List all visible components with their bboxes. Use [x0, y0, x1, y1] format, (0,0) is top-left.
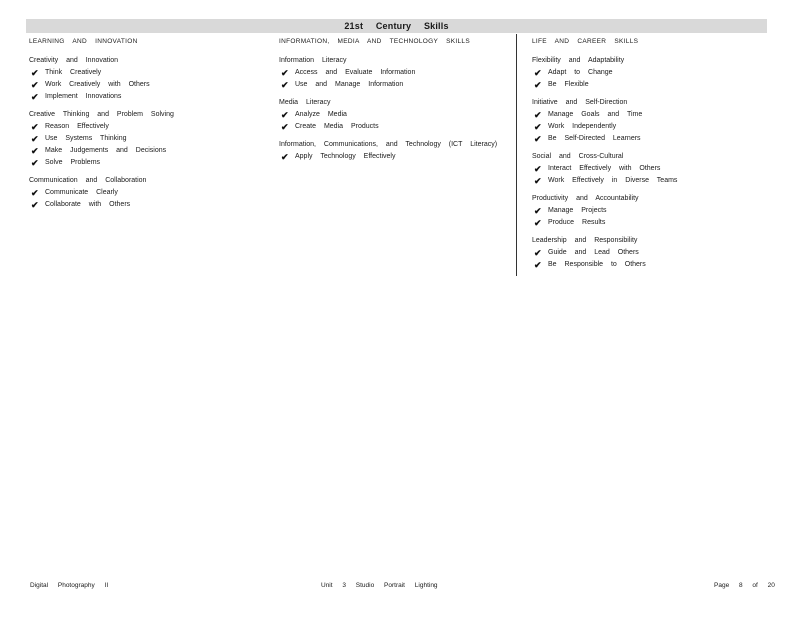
skill-item-label: Be Flexible	[548, 81, 589, 88]
skill-item-label: Communicate Clearly	[45, 189, 118, 196]
checkmark-icon: ✔	[31, 92, 39, 102]
skill-group	[29, 175, 259, 211]
checkmark-icon: ✔	[31, 68, 39, 78]
skill-item	[279, 79, 519, 91]
skill-group-title: Media Literacy	[279, 99, 331, 106]
skill-group-title: Creative Thinking and Problem Solving	[29, 111, 174, 118]
skill-item-label: Think Creatively	[45, 69, 102, 76]
checkmark-icon: ✔	[31, 158, 39, 168]
skill-item	[532, 121, 762, 133]
skill-item-label: Apply Technology Effectively	[295, 153, 396, 160]
skill-item	[29, 133, 259, 145]
skill-item	[532, 109, 762, 121]
skill-item-label: Be Responsible to Others	[548, 261, 646, 268]
checkmark-icon: ✔	[534, 248, 542, 258]
checkmark-icon: ✔	[281, 68, 289, 78]
skill-item	[279, 109, 519, 121]
skill-group-title: Communication and Collaboration	[29, 177, 147, 184]
skill-group	[279, 55, 519, 91]
skill-item	[532, 247, 762, 259]
skill-group	[279, 139, 519, 163]
skill-item	[29, 91, 259, 103]
skill-item	[532, 163, 762, 175]
skill-group	[279, 97, 519, 133]
column-heading: LEARNING AND INNOVATION	[29, 38, 138, 45]
skill-item	[532, 67, 762, 79]
checkmark-icon: ✔	[31, 188, 39, 198]
skill-item	[532, 175, 762, 187]
skill-item	[279, 151, 519, 163]
skill-item	[532, 205, 762, 217]
checkmark-icon: ✔	[534, 80, 542, 90]
skill-group-title: Flexibility and Adaptability	[532, 57, 625, 64]
skill-item	[29, 157, 259, 169]
skill-item-label: Analyze Media	[295, 111, 347, 118]
checkmark-icon: ✔	[534, 122, 542, 132]
skill-item-label: Create Media Products	[295, 123, 379, 130]
skill-item-label: Use Systems Thinking	[45, 135, 127, 142]
skill-group	[29, 109, 259, 169]
column-heading: LIFE AND CAREER SKILLS	[532, 38, 639, 45]
skill-group	[532, 97, 762, 145]
checkmark-icon: ✔	[534, 260, 542, 270]
checkmark-icon: ✔	[534, 110, 542, 120]
checkmark-icon: ✔	[31, 80, 39, 90]
skill-item-label: Collaborate with Others	[45, 201, 131, 208]
skill-item-label: Work Independently	[548, 123, 617, 130]
skill-item-label: Use and Manage Information	[295, 81, 404, 88]
skill-item	[29, 145, 259, 157]
skill-item-label: Make Judgements and Decisions	[45, 147, 167, 154]
skill-group	[29, 55, 259, 103]
skill-group	[532, 193, 762, 229]
skill-item-label: Be Self-Directed Learners	[548, 135, 641, 142]
checkmark-icon: ✔	[534, 218, 542, 228]
column-information-media-technology	[279, 36, 519, 169]
checkmark-icon: ✔	[31, 122, 39, 132]
skill-item-label: Implement Innovations	[45, 93, 122, 100]
skill-item	[29, 79, 259, 91]
checkmark-icon: ✔	[281, 152, 289, 162]
footer-course: Digital Photography II	[30, 582, 109, 589]
skill-item-label: Manage Projects	[548, 207, 607, 214]
skill-group-title: Creativity and Innovation	[29, 57, 119, 64]
checkmark-icon: ✔	[281, 110, 289, 120]
skill-item-label: Reason Effectively	[45, 123, 109, 130]
checkmark-icon: ✔	[31, 134, 39, 144]
skill-item	[279, 121, 519, 133]
column-life-career	[532, 36, 762, 277]
checkmark-icon: ✔	[534, 206, 542, 216]
skill-item	[532, 79, 762, 91]
skill-item-label: Work Effectively in Diverse Teams	[548, 177, 678, 184]
skill-group	[532, 55, 762, 91]
skill-item-label: Interact Effectively with Others	[548, 165, 661, 172]
skill-item-label: Work Creatively with Others	[45, 81, 150, 88]
footer-page-number: Page 8 of 20	[714, 582, 775, 589]
skill-item	[29, 67, 259, 79]
checkmark-icon: ✔	[534, 68, 542, 78]
page-title: 21st Century Skills	[26, 19, 767, 33]
checkmark-icon: ✔	[281, 122, 289, 132]
skill-group-title: Productivity and Accountability	[532, 195, 639, 202]
skill-item	[279, 67, 519, 79]
checkmark-icon: ✔	[31, 146, 39, 156]
skill-item	[532, 259, 762, 271]
skill-item-label: Produce Results	[548, 219, 606, 226]
skill-group	[532, 235, 762, 271]
skill-group-title: Initiative and Self-Direction	[532, 99, 628, 106]
skill-item	[532, 133, 762, 145]
skill-group-title: Leadership and Responsibility	[532, 237, 638, 244]
skill-item-label: Adapt to Change	[548, 69, 613, 76]
skill-item-label: Access and Evaluate Information	[295, 69, 416, 76]
footer-unit: Unit 3 Studio Portrait Lighting	[321, 582, 438, 589]
skill-item	[532, 217, 762, 229]
column-heading: INFORMATION, MEDIA AND TECHNOLOGY SKILLS	[279, 38, 470, 45]
skill-item-label: Guide and Lead Others	[548, 249, 639, 256]
checkmark-icon: ✔	[534, 164, 542, 174]
skill-item	[29, 199, 259, 211]
skill-group-title: Information, Communications, and Technology (ICT Literacy)	[279, 141, 498, 148]
checkmark-icon: ✔	[281, 80, 289, 90]
checkmark-icon: ✔	[534, 134, 542, 144]
checkmark-icon: ✔	[31, 200, 39, 210]
skill-item-label: Manage Goals and Time	[548, 111, 643, 118]
skill-group	[532, 151, 762, 187]
skill-item	[29, 121, 259, 133]
checkmark-icon: ✔	[534, 176, 542, 186]
skill-item	[29, 187, 259, 199]
skill-group-title: Social and Cross-Cultural	[532, 153, 624, 160]
column-learning-innovation	[29, 36, 259, 217]
skill-item-label: Solve Problems	[45, 159, 101, 166]
skill-group-title: Information Literacy	[279, 57, 347, 64]
